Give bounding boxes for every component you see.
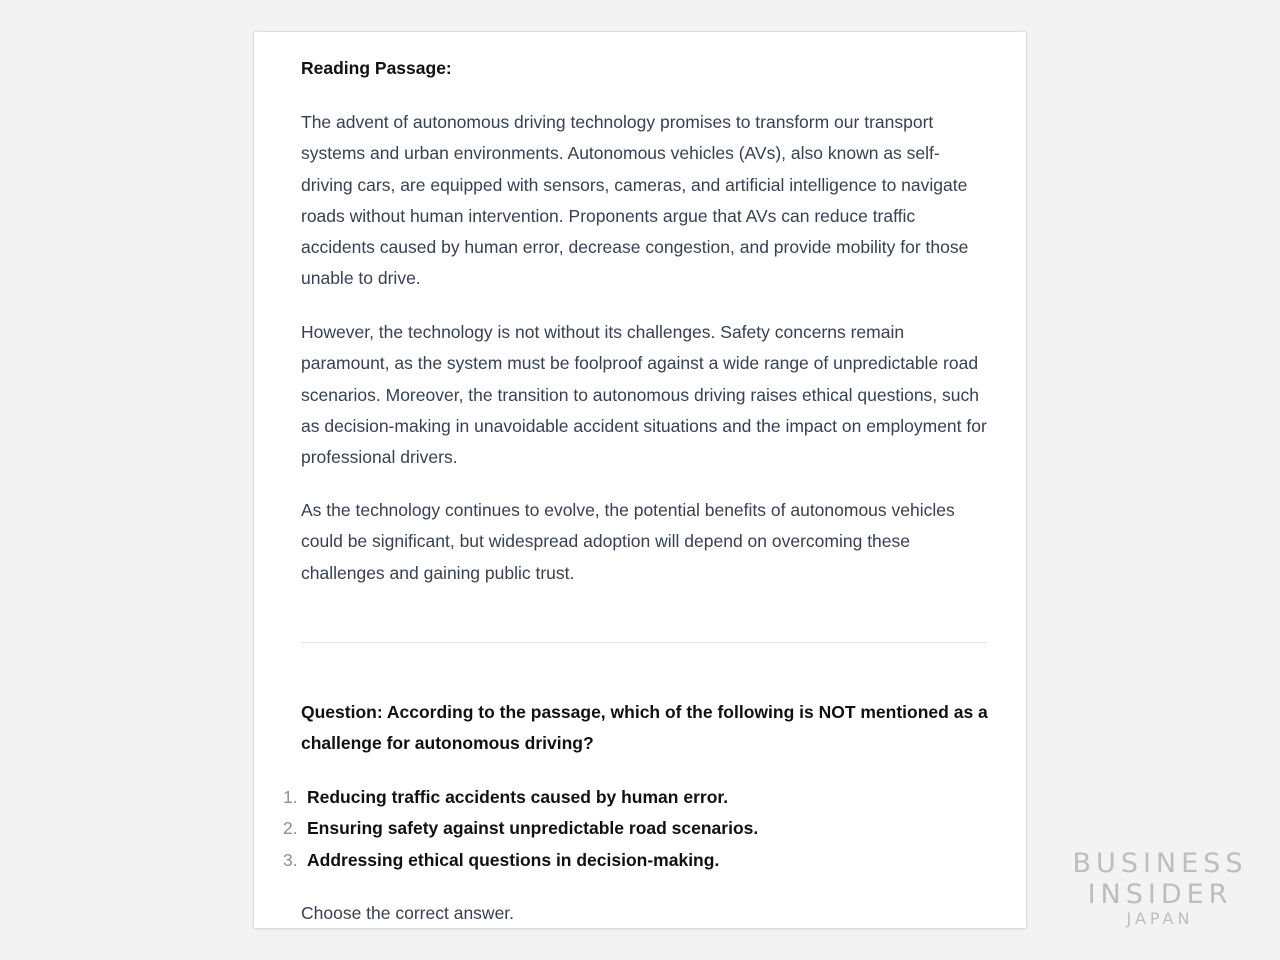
option-number: 1. [283, 787, 298, 807]
answer-option-2 [283, 813, 758, 844]
option-number: 3. [283, 849, 298, 870]
passage-paragraph-3: As the technology continues to evolve, the potential benefits of autonomous vehicles could be significant, but widespread adoption will depend on overcoming these challenges and gaining public trust. [301, 500, 955, 583]
logo-line-japan: JAPAN [1126, 909, 1194, 928]
answer-option-3 [283, 845, 758, 876]
option-text: Addressing ethical questions in decision-making. [307, 849, 720, 870]
answer-instruction: Choose the correct answer. [301, 903, 515, 923]
answer-option-1 [283, 782, 758, 813]
business-insider-japan-logo [1070, 848, 1250, 930]
logo-line-insider: INSIDER [1087, 879, 1233, 910]
passage-heading: Reading Passage: [301, 58, 452, 78]
section-divider [301, 642, 987, 643]
option-text: Reducing traffic accidents caused by human error. [307, 787, 729, 807]
document-card [254, 32, 1026, 928]
passage-paragraph-1: The advent of autonomous driving technology promises to transform our transport systems and urban environments. Autonomous vehicles (AVs), also known as self-driving cars, are equipped with sensors, cameras, and artificial intelligence to navigate roads without human intervention. Proponents argue that AVs can reduce traffic accidents caused by human error, decrease congestion, and provide mobility for those unable to drive. [301, 112, 969, 289]
passage-paragraph-2: However, the technology is not without its challenges. Safety concerns remain paramount, as the system must be foolproof against a wide range of unpredictable road scenarios. Moreover, the transition to autonomous driving raises ethical questions, such as decision-making in unavoidable accident situations and the impact on employment for professional drivers. [301, 322, 987, 468]
option-text: Ensuring safety against unpredictable road scenarios. [307, 818, 759, 839]
logo-line-business: BUSINESS [1072, 848, 1248, 879]
answer-options [283, 782, 758, 876]
question-text: Question: According to the passage, which of the following is NOT mentioned as a challenge for autonomous driving? [301, 702, 988, 754]
option-number: 2. [283, 818, 298, 839]
